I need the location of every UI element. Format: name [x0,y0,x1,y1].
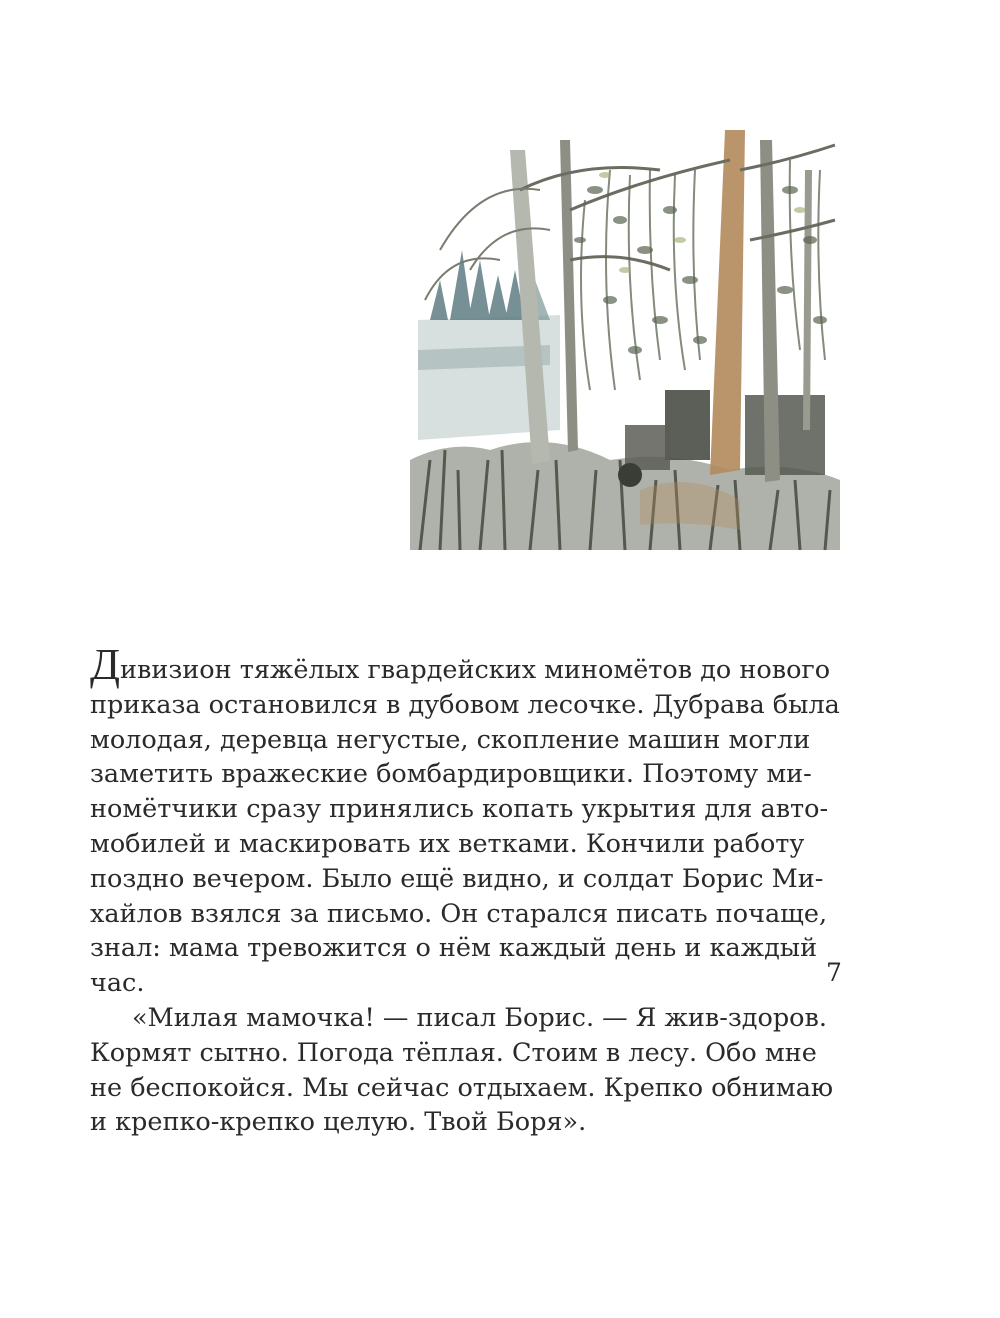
para2-line: Кормят сытно. Погода тёплая. Стоим в лесу. Обо мне [90,1037,817,1068]
forest-illustration [410,130,840,550]
para2-line: не беспокойся. Мы сейчас отдыхаем. Крепко обнимаю [90,1072,834,1103]
para1-line: молодая, деревца негустые, скопление машин могли [90,724,811,755]
para1-line: поздно вечером. Было ещё видно, и солдат Борис Ми- [90,863,824,894]
body-text [90,640,845,1140]
para1-line: знал: мама тревожится о нём каждый день и каждый [90,933,818,964]
paragraph-1 [90,640,845,1001]
para1-line: номётчики сразу принялись копать укрытия для авто- [90,794,829,825]
drop-cap: Д [90,640,121,689]
para2-line: «Милая мамочка! — писал Борис. — Я жив-здоров. [132,1002,827,1033]
paragraph-2 [90,1001,845,1140]
page-number: 7 [826,958,842,987]
para1-line: час. [90,968,145,999]
para1-line: мобилей и маскировать их ветками. Кончили работу [90,828,805,859]
para1-line: заметить вражеские бомбардировщики. Поэтому ми- [90,759,812,790]
para1-line: хайлов взялся за письмо. Он старался писать почаще, [90,898,828,929]
para2-line: и крепко-крепко целую. Твой Боря». [90,1107,587,1138]
para1-line: ивизион тяжёлых гвардейских миномётов до нового [120,655,831,685]
para1-line: приказа остановился в дубовом лесочке. Дубрава была [90,689,840,720]
